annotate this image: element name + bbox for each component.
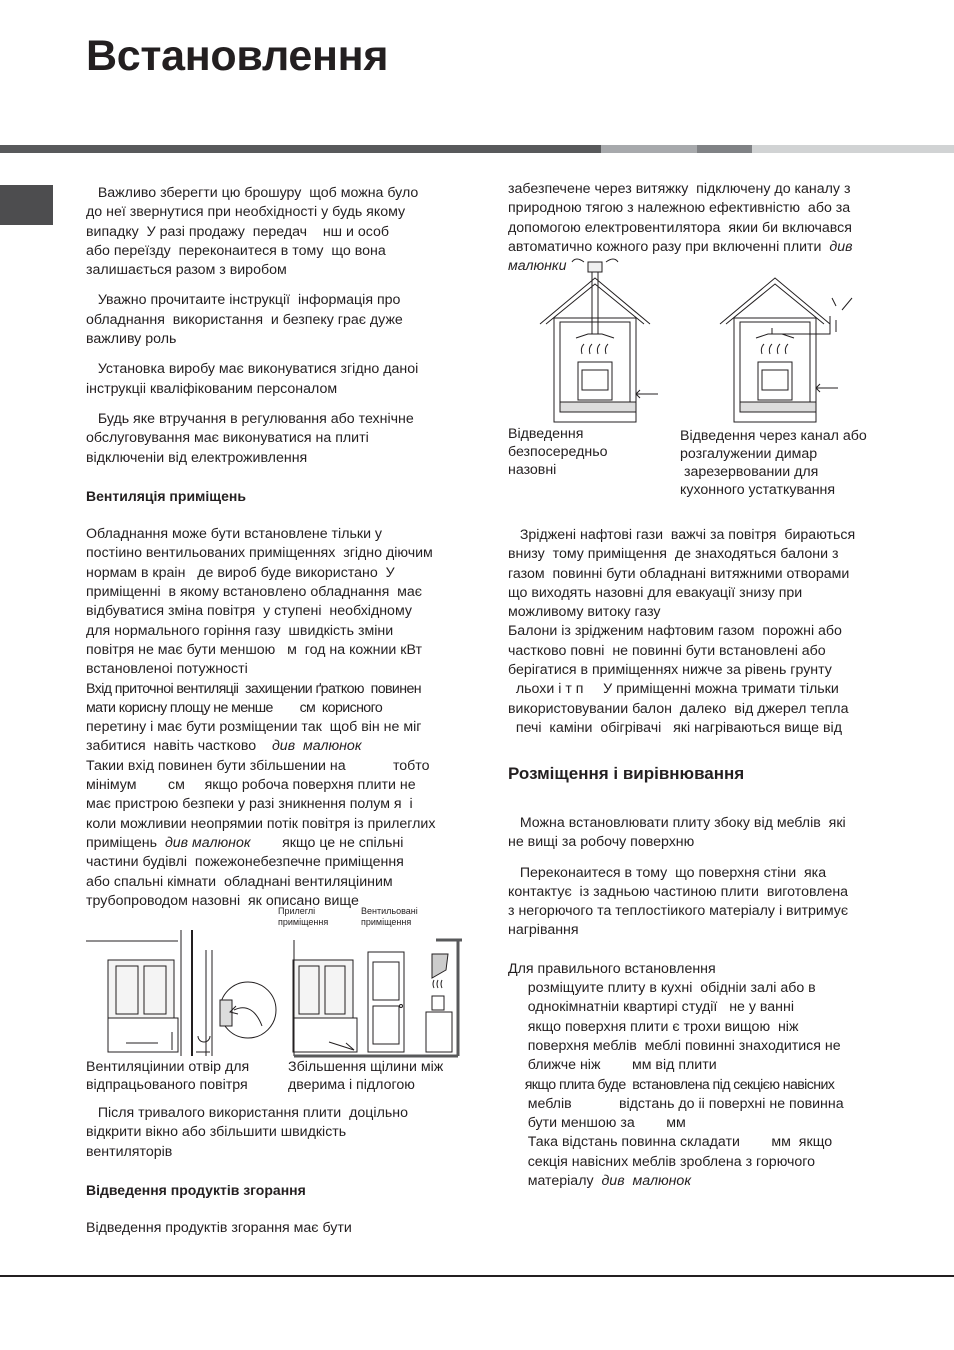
list-item: меблів відстань до іі поверхні не повинна xyxy=(508,1095,844,1112)
list-item: поверхня меблів меблі повинні знаходитися не xyxy=(508,1037,841,1054)
left-column-bottom xyxy=(86,1104,486,1238)
section-tab xyxy=(0,185,53,225)
paragraph xyxy=(86,410,486,468)
text-line: забезпечене через витяжку підключену до каналу з xyxy=(508,181,851,197)
text-line: до неї звернутися при необхідності у будь якому xyxy=(86,204,406,221)
text-line: що виходять назовні для евакуації знизу при xyxy=(508,584,803,601)
section-heading-placement: Розміщення і вирівнювання xyxy=(508,764,745,783)
figure-caption-exhaust-vent: Вентиляціинии отвір для відпрацьованого повітря xyxy=(86,1059,250,1093)
text-line: повітря не має бути меншою м год на кожнии кВт xyxy=(86,641,422,658)
figure-label-adjacent: Прилеглі приміщення xyxy=(278,906,329,927)
text-line: не вищі за робочу поверхню xyxy=(508,834,695,851)
text-line: природною тягою з належною ефективністю або за xyxy=(508,200,851,217)
list-item: секція навісних меблів зроблена з горючого xyxy=(508,1153,816,1170)
text-line: частини будівлі пожежонебезпечне приміщення xyxy=(86,854,404,871)
text-line: або спальні кімнати обладнані вентиляціиним xyxy=(86,873,393,890)
text-line xyxy=(508,238,928,257)
page-title: Встановлення xyxy=(86,32,389,80)
figure-caption-direct-exhaust: Відведення безпосередньо назовні xyxy=(508,426,608,478)
text-line: Для правильного встановлення xyxy=(508,960,716,977)
text-line: Можна встановлювати плиту збоку від меблів які xyxy=(508,815,846,831)
footer-rule xyxy=(0,1275,954,1277)
section-heading-exhaust: Відведення продуктів згорання xyxy=(86,1181,306,1198)
text-span: якщо це не спільні xyxy=(250,834,404,851)
text-line xyxy=(86,737,486,756)
list-item: Така відстань повинна складати мм якщо xyxy=(508,1134,833,1151)
text-line: Переконаитеся в тому що поверхня стіни яка xyxy=(508,864,827,881)
text-span: матеріалу xyxy=(508,1173,602,1190)
figure-reference: див малюнок xyxy=(271,738,362,755)
text-line: Обладнання може бути встановлене тільки у xyxy=(86,526,383,543)
ventilation-figure xyxy=(86,930,466,1060)
text-line: важливу роль xyxy=(86,331,177,348)
text-line: Установка виробу має виконуватися згідно даноі xyxy=(86,361,419,378)
figure-caption-duct-exhaust: Відведення через канал або розгалужении димар зарезервовании для кухонного устаткування xyxy=(680,428,867,498)
text-line: печі каміни обігрівачі які нагріваються вище від xyxy=(508,719,842,736)
text-line: можливому витоку газу xyxy=(508,604,661,621)
figure-reference: малюнки xyxy=(508,258,567,275)
figure-reference: див xyxy=(829,238,853,255)
text-line: вентиляторів xyxy=(86,1143,173,1160)
text-line: або переїзду переконаитеся в тому що вона xyxy=(86,242,386,259)
text-line: берігатися в приміщеннях нижче за рівень грунту xyxy=(508,662,832,679)
text-line: з негорючого та теплостіикого матеріалу і витримує xyxy=(508,903,849,920)
text-line: перетину і має бути розміщении так щоб він не міг xyxy=(86,719,422,736)
figure-reference: див малюнок xyxy=(601,1173,692,1190)
text-line: газом повинні бути обладнані витяжними отворами xyxy=(508,565,850,582)
text-line: приміщенні в якому встановлено обладнання має xyxy=(86,584,423,601)
text-line: трубопроводом назовні як описано вище xyxy=(86,892,359,909)
ventilation-paragraph xyxy=(86,525,486,911)
header-bar-dark xyxy=(0,145,601,153)
text-line: внизу тому приміщення де знаходяться балони з xyxy=(508,546,839,563)
text-line: постіино вентильованих приміщеннях згідно діючим xyxy=(86,545,433,562)
list-item: якщо поверхня плити є трохи вищою ніж xyxy=(508,1018,799,1035)
list-item xyxy=(508,1172,928,1191)
text-line: обслуговування має виконуватися на плиті xyxy=(86,430,369,447)
text-line: Відведення продуктів згорання має бути xyxy=(86,1220,352,1237)
left-column xyxy=(86,184,486,911)
text-line: Зріджені нафтові гази важчі за повітря бираються xyxy=(508,527,856,543)
list-item: ближче ніж мм від плити xyxy=(508,1057,717,1074)
text-line: Уважно прочитаите інструкції інформація про xyxy=(86,292,401,309)
text-line: обладнання використання и безпеку грає дуже xyxy=(86,311,403,328)
text-line: випадку У разі продажу передач нш и особ xyxy=(86,223,390,240)
text-line: Після тривалого використання плити доцільно xyxy=(86,1105,408,1121)
text-line: Такии вхід повинен бути збільшении на тобто xyxy=(86,757,430,774)
text-line: залишається разом з виробом xyxy=(86,262,287,279)
list-item: розміщуите плиту в кухні обідніи залі або в xyxy=(508,980,816,997)
text-line: нагрівання xyxy=(508,922,579,939)
text-line: встановленоі потужності xyxy=(86,661,248,678)
paragraph xyxy=(86,291,486,349)
paragraph xyxy=(86,360,486,399)
header-bar-mid xyxy=(601,145,697,153)
header-bar-light xyxy=(752,145,954,153)
text-span: приміщень xyxy=(86,834,158,851)
text-line: відбуватися зміна повітря у ступені необхідному xyxy=(86,603,412,620)
text-line: має пристрою безпеки у разі зникнення полум я і xyxy=(86,796,413,813)
text-line: Вхід приточноі вентиляціі захищении ґраткою повинен xyxy=(86,680,422,697)
header-bar-mid2 xyxy=(697,145,752,153)
list-item: бути меншою за мм xyxy=(508,1115,686,1132)
text-line xyxy=(86,834,486,853)
text-line: відкрити вікно або збільшити швидкість xyxy=(86,1124,347,1141)
text-line: допомогою електровентилятора якии би включався xyxy=(508,219,852,236)
list-item: однокімнатніи квартирі студії не у ванні xyxy=(508,999,794,1016)
right-column-placement xyxy=(508,814,928,1191)
text-span: автоматично кожного разу при включенні плити xyxy=(508,238,830,255)
text-line: мати корисну площу не менше см корисного xyxy=(86,699,383,716)
text-line: льохи і т п У приміщенні можна тримати тільки xyxy=(508,681,839,698)
text-line: коли можливии неопрямии потік повітря із прилеглих xyxy=(86,815,436,832)
text-line: відключеніи від електроживлення xyxy=(86,449,308,466)
text-line: мінімум см якщо робоча поверхня плити не xyxy=(86,777,416,794)
intro-paragraph xyxy=(86,184,486,280)
text-line: для нормального горіння газу швидкість зміни xyxy=(86,622,394,639)
text-line: частково повні не повинні бути встановлені або xyxy=(508,642,826,659)
figure-caption-door-gap: Збільшення щілини між дверима і підлогою xyxy=(288,1059,444,1093)
flue-exhaust-figure xyxy=(540,258,880,428)
text-line: Будь яке втручання в регулювання або технічне xyxy=(86,410,414,427)
text-span: забитися навіть частково xyxy=(86,738,257,755)
right-column-lpg xyxy=(508,526,928,738)
text-line: використовувании балон далеко від джерел тепла xyxy=(508,700,849,717)
text-line: контактує із задньою частиною плити виготовлена xyxy=(508,883,849,900)
list-item: якщо плита буде встановлена під секцією навісних xyxy=(508,1076,835,1093)
figure-label-ventilated: Вентильовані приміщення xyxy=(361,906,418,927)
text-line: Балони із зрідженим нафтовим газом порожні або xyxy=(508,623,842,640)
section-heading-ventilation: Вентиляція приміщень xyxy=(86,487,246,504)
text-line: Важливо зберегти цю брошуру щоб можна було xyxy=(86,185,419,201)
text-line: нормам в краін де вироб буде використано У xyxy=(86,564,395,581)
figure-reference: див малюнок xyxy=(164,834,251,851)
text-line: інструкціі кваліфікованим персоналом xyxy=(86,380,338,397)
